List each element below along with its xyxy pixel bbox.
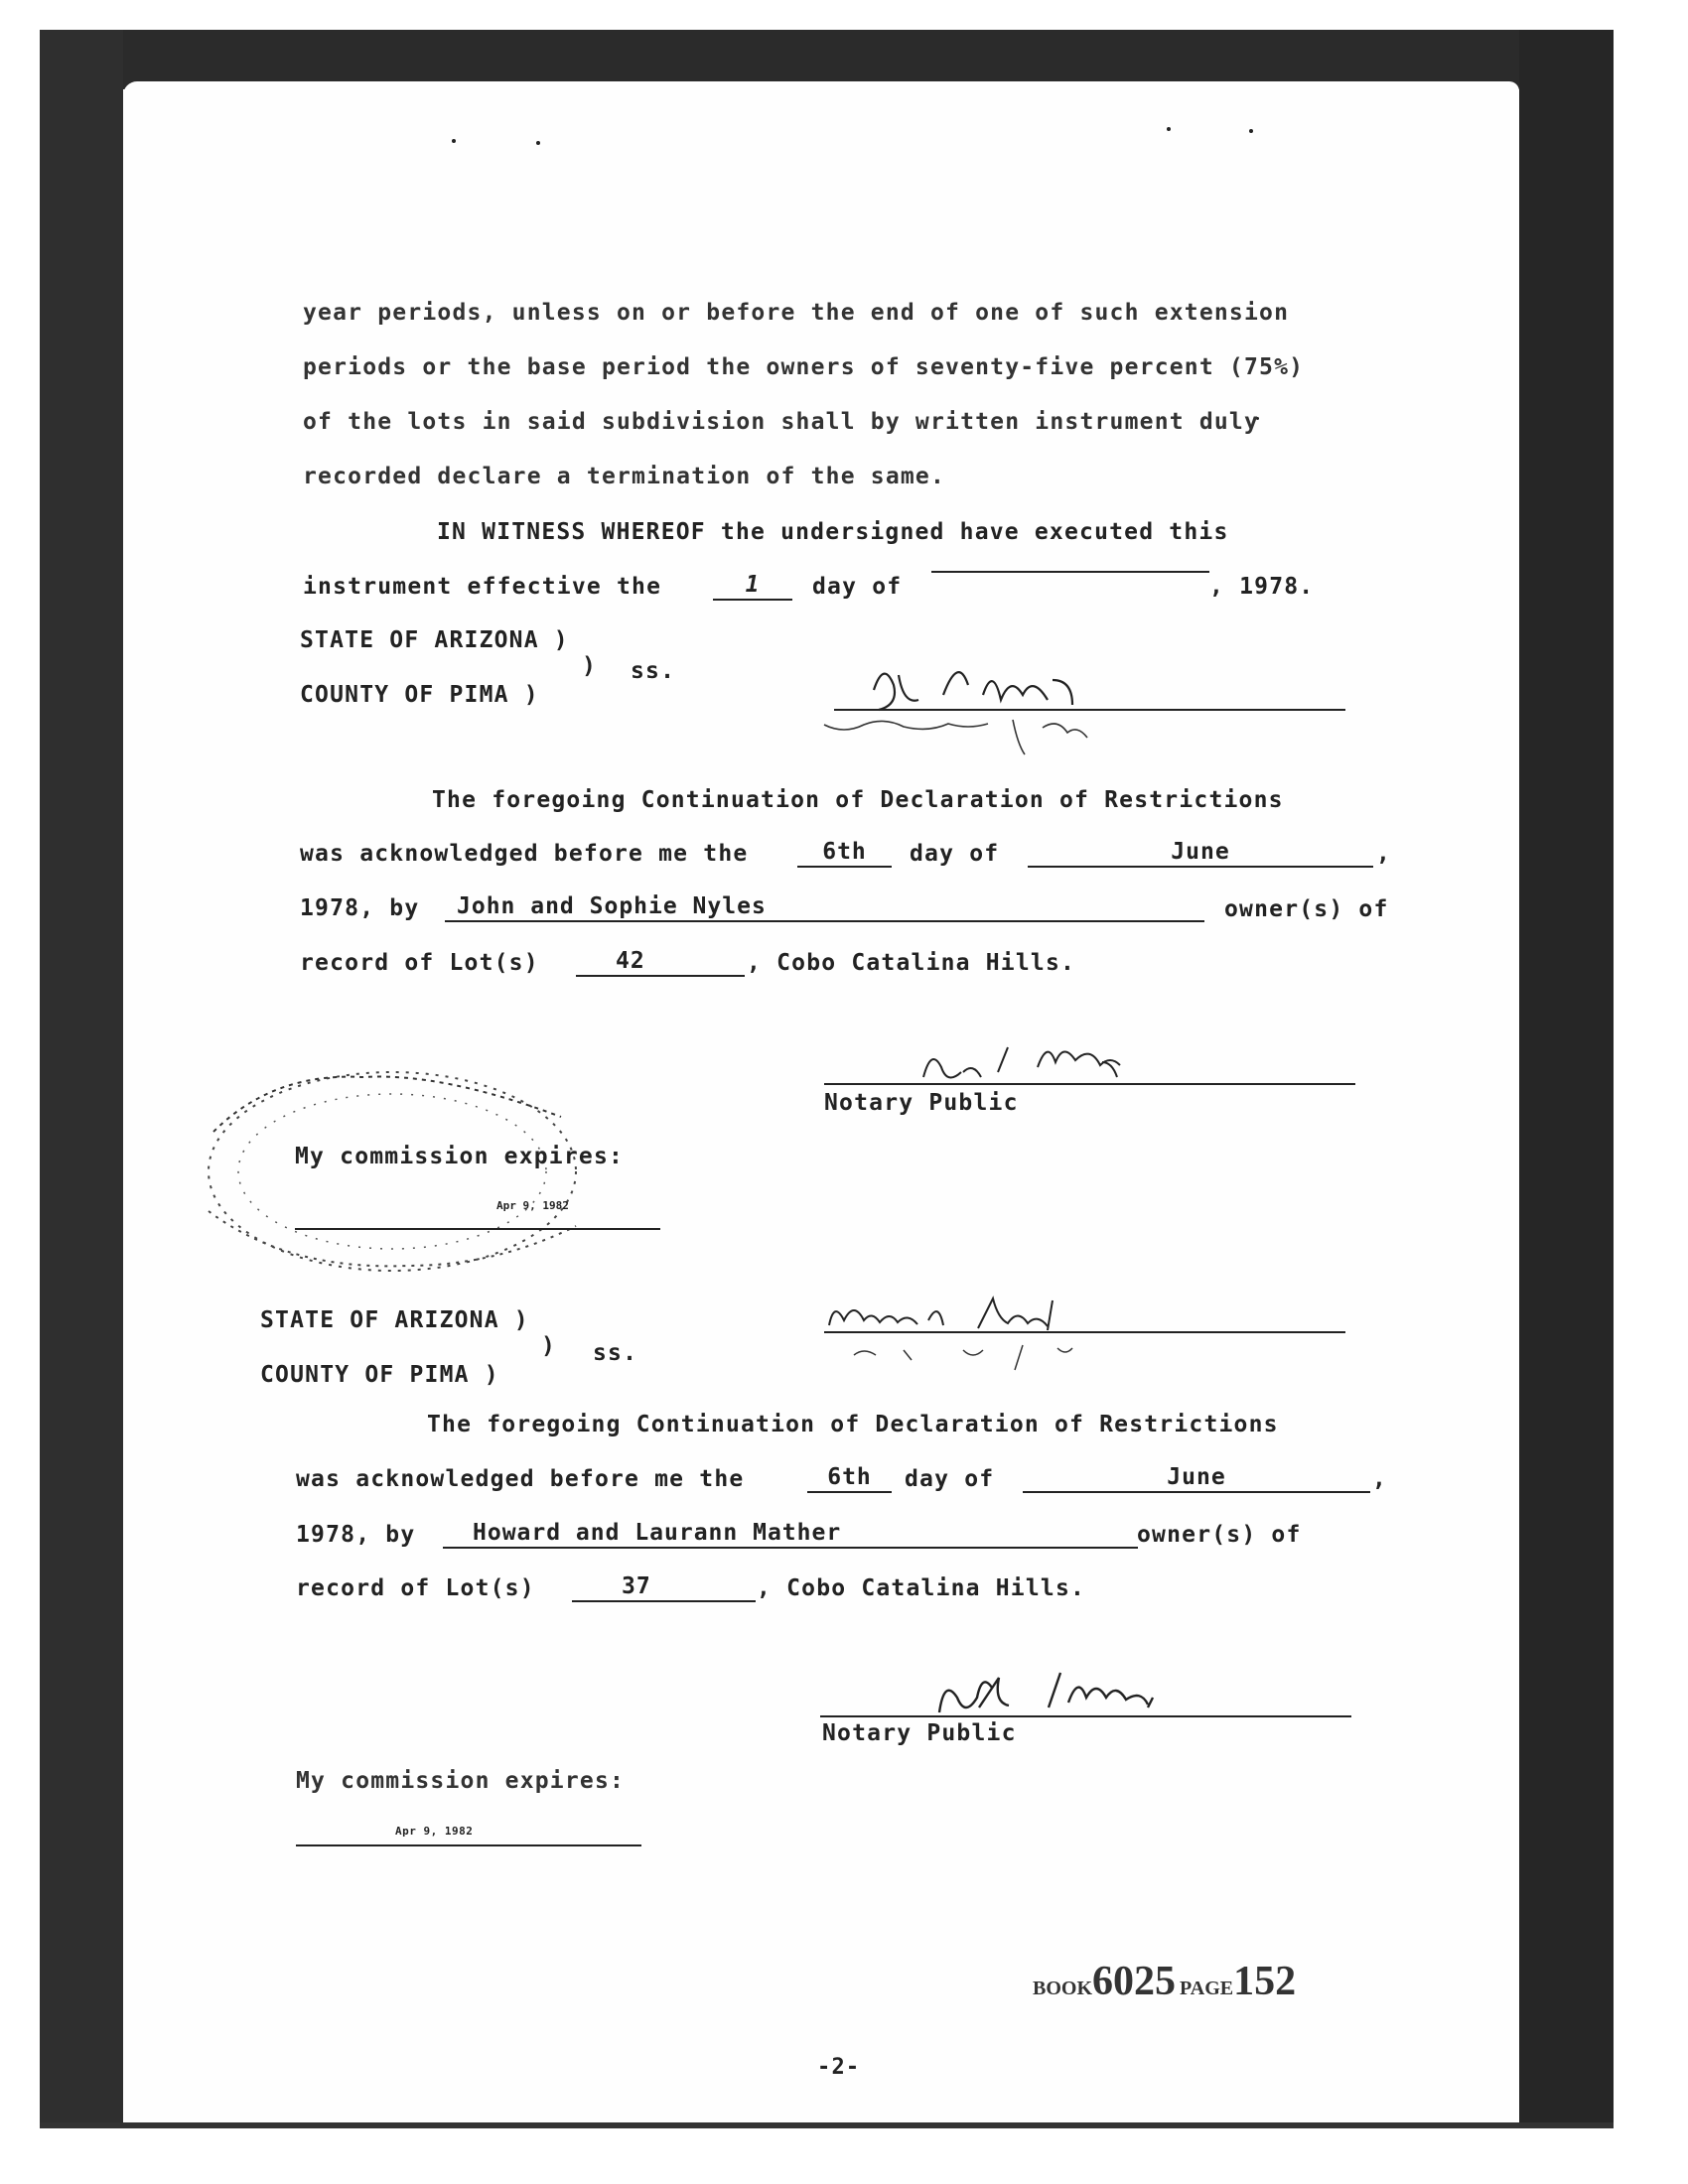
scan-speck (1249, 129, 1253, 133)
scan-border-left (40, 30, 123, 2126)
block2-month-field: June (1023, 1463, 1370, 1493)
block1-paragraph-1: The foregoing Continuation of Declaration of Restrictions (432, 787, 1284, 813)
owner-signature-mather (814, 1281, 1350, 1380)
block1-county: COUNTY OF PIMA ) (300, 682, 539, 708)
notary-seal-1 (194, 1062, 611, 1300)
block2-paragraph-1: The foregoing Continuation of Declaration of Restrictions (427, 1412, 1279, 1437)
block1-paren: ) (582, 653, 598, 679)
block1-lot-suffix: , Cobo Catalina Hills. (747, 950, 1076, 976)
block1-owners-suffix: owner(s) of (1224, 896, 1389, 922)
witness-month-field (931, 571, 1209, 573)
continuation-line-2: periods or the base period the owners of seventy-five percent (75%) (303, 354, 1305, 380)
witness-line-1: IN WITNESS WHEREOF the undersigned have executed this (437, 519, 1229, 545)
recording-book-number: 6025 (1092, 1959, 1177, 2004)
block1-commission-line (295, 1228, 660, 1230)
block2-lot-field: 37 (572, 1572, 756, 1602)
page-number: -2- (817, 2055, 861, 2080)
block2-state: STATE OF ARIZONA ) (260, 1307, 529, 1333)
block1-state: STATE OF ARIZONA ) (300, 627, 569, 653)
block1-lot-field: 42 (576, 947, 745, 977)
block2-comma: , (1372, 1466, 1388, 1492)
block2-lot-prefix: record of Lot(s) (296, 1575, 535, 1601)
block2-commission-line (296, 1844, 641, 1846)
continuation-line-3: of the lots in said subdivision shall by written instrument duly (303, 409, 1260, 435)
witness-day-of: day of (812, 574, 903, 600)
block2-paren: ) (541, 1333, 557, 1359)
block1-year-by: 1978, by (300, 895, 420, 921)
recording-page-number: 152 (1233, 1959, 1297, 2004)
recording-page-label: PAGE (1180, 1978, 1234, 1999)
block1-comma: , (1376, 841, 1392, 867)
block2-county: COUNTY OF PIMA ) (260, 1362, 499, 1388)
block1-notary-label: Notary Public (824, 1090, 1019, 1116)
block1-owners-field: John and Sophie Nyles (445, 892, 1204, 922)
witness-day-field: 1 (713, 571, 792, 601)
block1-commission: My commission expires: (295, 1144, 625, 1169)
block2-owners-suffix: owner(s) of (1137, 1522, 1302, 1548)
block1-ack-prefix: was acknowledged before me the (300, 841, 749, 867)
block1-ss: ss. (631, 658, 676, 684)
scan-speck (1167, 127, 1171, 131)
scan-border-top (40, 30, 1614, 89)
continuation-line-1: year periods, unless on or before the end of one of such extension (303, 300, 1290, 326)
block1-day-field: 6th (797, 838, 892, 868)
scan-speck (536, 141, 540, 145)
block2-notary-label: Notary Public (822, 1720, 1017, 1746)
notary-seal-1-date: Apr 9, 1982 (496, 1199, 569, 1212)
block2-year-by: 1978, by (296, 1522, 416, 1548)
block2-commission-date: Apr 9, 1982 (395, 1825, 474, 1838)
block1-day-of: day of (910, 841, 1000, 867)
block2-day-field: 6th (807, 1463, 892, 1493)
continuation-line-4: recorded declare a termination of the same. (303, 464, 946, 489)
block1-lot-prefix: record of Lot(s) (300, 950, 539, 976)
block2-lot-suffix: , Cobo Catalina Hills. (757, 1575, 1086, 1601)
owner-signature-nyles (814, 650, 1350, 759)
scan-speck (452, 139, 456, 143)
block2-ss: ss. (593, 1340, 638, 1366)
notary-signature-2 (820, 1663, 1356, 1722)
block2-day-of: day of (905, 1466, 995, 1492)
recording-stamp (1033, 1958, 1296, 2005)
block1-month-field: June (1028, 838, 1373, 868)
witness-year: , 1978. (1209, 574, 1315, 600)
block2-ack-prefix: was acknowledged before me the (296, 1466, 745, 1492)
notary-signature-1 (824, 1032, 1360, 1092)
block2-owners-field: Howard and Laurann Mather (443, 1519, 1138, 1549)
scan-border-bottom (40, 2122, 1614, 2128)
scan-border-right (1519, 30, 1614, 2126)
recording-book-label: BOOK (1033, 1978, 1093, 1999)
witness-line-2-prefix: instrument effective the (303, 574, 662, 600)
block2-commission: My commission expires: (296, 1768, 626, 1794)
